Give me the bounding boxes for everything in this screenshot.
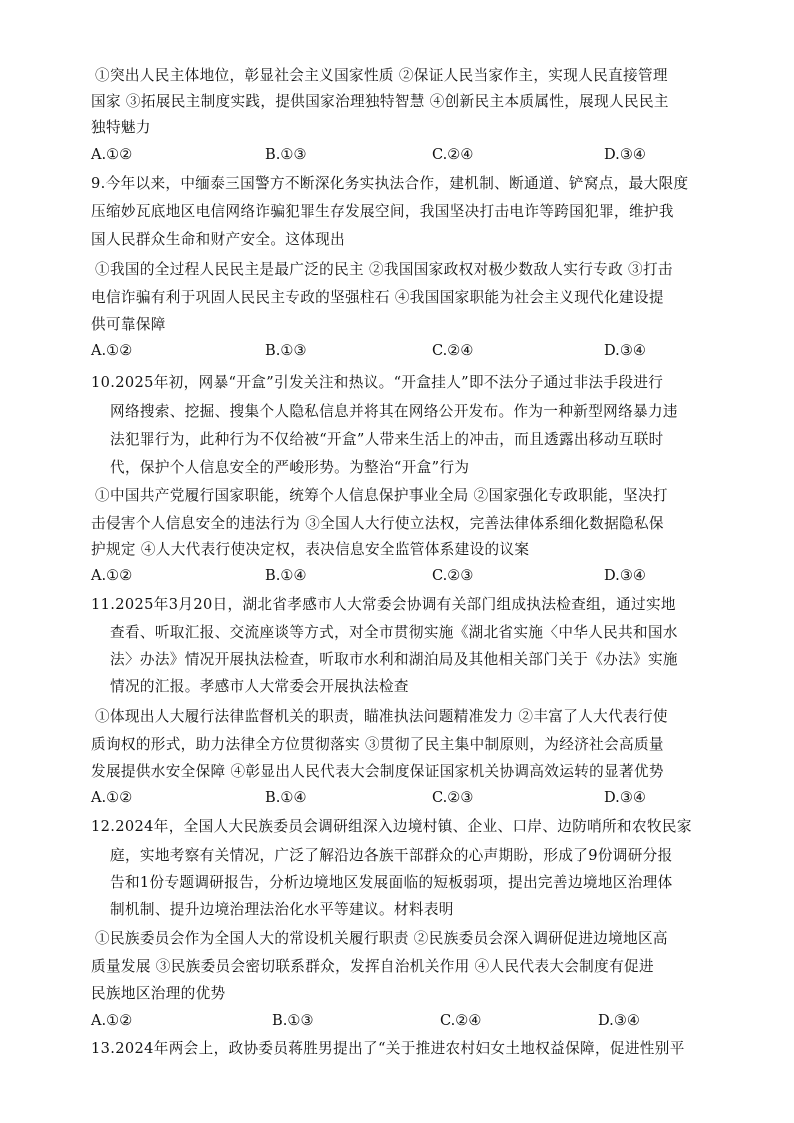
q9-option-c: C.②④: [432, 342, 474, 359]
q8-choice-line: ①突出人民主体地位，彰显社会主义国家性质 ②保证人民当家作主，实现人民直接管理: [95, 67, 668, 84]
q13-stem-line: 13.2024年两会上，政协委员蒋胜男提出了“关于推进农村妇女土地权益保障，促进性别平: [91, 1040, 685, 1057]
q10-stem-line: 10.2025年初，网暴“开盒”引发关注和热议。“开盒挂人”即不法分子通过非法手段进行: [91, 374, 664, 391]
q11-choice-line: 发展提供水安全保障 ④彰显出人民代表大会制度保证国家机关协调高效运转的显著优势: [91, 763, 664, 780]
q8-option-c: C.②④: [432, 146, 474, 163]
q11-stem-line: 11.2025年3月20日，湖北省孝感市人大常委会协调有关部门组成执法检查组，通过实地: [91, 596, 676, 613]
q9-option-b: B.①③: [265, 342, 307, 359]
q12-choice-line: 民族地区治理的优势: [91, 985, 226, 1002]
q9-stem-line: 国人民群众生命和财产安全。这体现出: [91, 231, 346, 248]
q9-option-a: A.①②: [91, 342, 133, 359]
q10-stem-line: 网络搜索、挖掘、搜集个人隐私信息并将其在网络公开发布。作为一种新型网络暴力违: [110, 403, 678, 420]
q12-stem-line: 庭，实地考察有关情况，广泛了解沿边各族干部群众的心声期盼，形成了9份调研分报: [110, 847, 673, 864]
q8-option-b: B.①③: [265, 146, 307, 163]
q9-choice-line: 供可靠保障: [91, 316, 166, 333]
q12-stem-line: 12.2024年，全国人大民族委员会调研组深入边境村镇、企业、口岸、边防哨所和农牧民家: [91, 818, 692, 835]
q11-stem-line: 情况的汇报。孝感市人大常委会开展执法检查: [110, 678, 409, 695]
q12-stem-line: 制机制、提升边境治理法治化水平等建议。材料表明: [110, 901, 454, 918]
q11-option-d: D.③④: [604, 789, 646, 806]
q10-choice-line: 护规定 ④人大代表行使决定权，表决信息安全监管体系建设的议案: [91, 541, 530, 558]
q8-choice-line: 国家 ③拓展民主制度实践，提供国家治理独特智慧 ④创新民主本质属性，展现人民民主: [91, 93, 669, 110]
q10-choice-line: 击侵害个人信息安全的违法行为 ③全国人大行使立法权，完善法律体系细化数据隐私保: [91, 515, 664, 532]
q8-option-d: D.③④: [604, 146, 646, 163]
q11-stem-line: 查看、听取汇报、交流座谈等方式，对全市贯彻实施《湖北省实施〈中华人民共和国水: [110, 624, 678, 641]
q10-stem-line: 代，保护个人信息安全的严峻形势。为整治“开盒”行为: [110, 459, 470, 476]
q10-option-a: A.①②: [91, 567, 133, 584]
q12-stem-line: 告和1份专题调研报告，分析边境地区发展面临的短板弱项，提出完善边境地区治理体: [110, 874, 673, 891]
q11-option-b: B.①④: [265, 789, 307, 806]
q11-stem-line: 法〉办法》情况开展执法检查，听取市水利和湖泊局及其他相关部门关于《办法》实施: [110, 651, 678, 668]
q11-option-c: C.②③: [432, 789, 474, 806]
q12-option-d: D.③④: [598, 1012, 640, 1029]
q9-stem-line: 压缩妙瓦底地区电信网络诈骗犯罪生存发展空间，我国坚决打击电诈等跨国犯罪，维护我: [91, 203, 674, 220]
q10-option-d: D.③④: [604, 567, 646, 584]
q8-choice-line: 独特魅力: [91, 119, 151, 136]
q9-choice-line: ①我国的全过程人民民主是最广泛的民主 ②我国国家政权对极少数敌人实行专政 ③打击: [95, 261, 673, 278]
q8-option-a: A.①②: [91, 146, 133, 163]
q9-choice-line: 电信诈骗有利于巩固人民民主专政的坚强柱石 ④我国国家职能为社会主义现代化建设提: [91, 289, 664, 306]
q11-choice-line: 质询权的形式，助力法律全方位贯彻落实 ③贯彻了民主集中制原则，为经济社会高质量: [91, 736, 664, 753]
q12-option-b: B.①③: [272, 1012, 314, 1029]
q12-choice-line: ①民族委员会作为全国人大的常设机关履行职责 ②民族委员会深入调研促进边境地区高: [95, 930, 668, 947]
q10-choice-line: ①中国共产党履行国家职能，统筹个人信息保护事业全局 ②国家强化专政职能，坚决打: [95, 487, 668, 504]
q12-option-a: A.①②: [91, 1012, 133, 1029]
q12-choice-line: 质量发展 ③民族委员会密切联系群众，发挥自治机关作用 ④人民代表大会制度有促进: [91, 958, 654, 975]
q11-choice-line: ①体现出人大履行法律监督机关的职责，瞄准执法问题精准发力 ②丰富了人大代表行使: [95, 708, 668, 725]
q10-option-c: C.②③: [432, 567, 474, 584]
q12-option-c: C.②④: [440, 1012, 482, 1029]
q9-stem-line: 9.今年以来，中缅泰三国警方不断深化务实执法合作，建机制、断通道、铲窝点，最大限度: [91, 175, 689, 192]
q10-stem-line: 法犯罪行为，此种行为不仅给被“开盒”人带来生活上的冲击，而且透露出移动互联时: [110, 431, 664, 448]
q10-option-b: B.①④: [265, 567, 307, 584]
q11-option-a: A.①②: [91, 789, 133, 806]
q9-option-d: D.③④: [604, 342, 646, 359]
